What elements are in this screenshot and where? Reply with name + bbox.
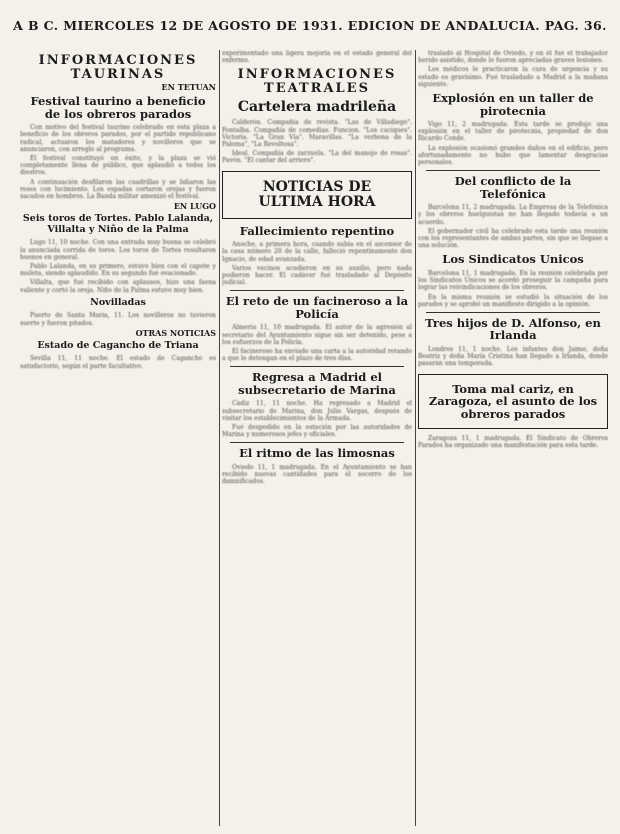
headline-tres-hijos: Tres hijos de D. Alfonso, en Irlanda [425,315,601,343]
section-title-taurinas: INFORMACIONES TAURINAS [38,53,198,82]
headline-cartelera: Cartelera madrileña [237,99,397,116]
article-body: Vigo 11, 2 madrugada. Esta tarde se produjo una explosión en el taller de pirotecnia, propiedad de don Ricardo Conde. La explosión ocasionó grandes daños en el edificio, pero afortunadamente no hubo que lamentar desgracias personales. [418,121,608,167]
article-body: Calderón. Compañía de revista. "Las de Villadiego". Fontalba. Compañía de comedias. Funcion. "Los caciques". Victoria. "La Gran Vía". Maravillas. "La verbena de la Paloma", "La Revoltosa". Ideal. Compañía de zarzuela. "La del manojo de rosas". Pavón. "El cantar del arriero". [222,119,412,165]
column-1 [20,50,216,830]
article-body: Anoche, a primera hora, cuando subía en el ascensor de la casa número 20 de la calle, falleció repentinamente don Ignacio, de edad avanzada. Varios vecinos acudieron en su auxilio, pero nada pudieron hacer. El cadáver fué trasladado al Depósito judicial. [222,241,412,287]
headline-noticias: NOTICIAS DE ULTIMA HORA [258,178,376,210]
location-otras-noticias: OTRAS NOTICIAS [135,327,216,338]
article-body: Cádiz 11, 11 noche. Ha regresado a Madrid el subsecretario de Marina, don Julio Vargas, después de visitar los establecimientos de la Armada. Fué despedido en la estación por las autoridades de Marina y numerosos jefes y oficiales. [222,400,412,439]
location-lugo: EN LUGO [173,201,216,212]
article-body: Lugo 11, 10 noche. Con una entrada muy buena se celebró la anunciada corrida de toros. Los toros de Tortes resultaron buenos en general. Pablo Lalanda, en su primero, estuvo bien con el capote y muleta, siendo aplaudido. En su segundo fué ovacionado. Villalta, que fué recibido con aplausos, hizo una faena valiente y cortó la oreja. Niño de la Palma estuvo muy bien. [20,239,216,294]
location-tetuan: EN TETUAN [161,82,216,92]
article-body: Barcelona 11, 2 madrugada. La Empresa de la Telefónica y los obreros huelguistas no han llegado todavía a un acuerdo. El gobernador civil ha celebrado esta tarde una reunión con los representantes de ambas partes, sin que se llegase a una solución. [418,204,608,250]
top-text: experimentado una ligera mejoría en el estado general del enfermo. [222,50,412,65]
headline-novilladas: Novilladas [90,296,146,308]
headline-explosion: Explosión en un taller de pirotecnia [432,91,594,118]
article-body: trasladó al Hospital de Oviedo, y en él fué el trabajador herido asistido, donde le fueron apreciadas graves lesiones. Los médicos le practicaron la cura de urgencia y su estado es gravísimo. Fué trasladado a Madrid a la mañana siguiente. [418,50,608,88]
page-header: A B C. MIERCOLES 12 DE AGOSTO DE 1931. EDICION DE ANDALUCIA. PAG. 36. [13,18,607,33]
divider [426,170,600,171]
article-body: Sevilla 11, 11 noche. El estado de Cagancho es satisfactorio, según el parte facultativo. [20,355,216,370]
headline-cagancho: Estado de Cagancho de Triana [37,339,199,351]
article-body: Oviedo 11, 1 madrugada. En el Ayuntamiento se han recibido nuevas cantidades para el socorro de los damnificados. [222,463,412,486]
divider [230,290,404,291]
headline-seis-toros: Seis toros de Tortes. Pablo Lalanda, Villalta y Niño de la Palma [22,213,214,235]
noticias-box [222,171,412,219]
article-body: Almería 11, 10 madrugada. El autor de la agresión al secretario del Ayuntamiento sigue sin ser detenido, pese a los esfuerzos de la Policía. El facineroso ha enviado una carta a la autoridad retando a que le detengan en el plazo de tres días. [222,324,412,363]
column-rule [415,50,416,826]
article-body: Barcelona 11, 1 madrugada. En la reunión celebrada por los Sindicatos Unicos se acordó proseguir la campaña para lograr las reivindicaciones de los obreros. En la misma reunión se estudió la situación de los parados y se aprobó un manifiesto dirigido a la opinión. [418,269,608,308]
column-2 [222,50,412,830]
divider [230,442,404,443]
headline-zaragoza: Toma mal cariz, en Zaragoza, el asunto de los obreros parados [428,381,598,421]
article-body: Con motivo del festival taurino celebrado en esta plaza a beneficio de los obreros parados, por el partido republicano radical, actuaron los matadores y novilleros que se anunciaron, con arreglo al programa. El festival constituyó un éxito, y la plaza se vió completamente llena de público, que aplaudió a todos los diestros. A continuación desfilaron las cuadrillas y se lidiaron las reses con lucimiento. Los espadas cortaron orejas y fueron sacados en hombros. La Banda militar amenizó el festival. [20,124,216,201]
headline-regresa: Regresa a Madrid el subsecretario de Marina [238,370,396,397]
article-body: Zaragoza 11, 1 madrugada. El Sindicato de Obreros Parados ha organizado una manifestación para esta tarde. [418,435,608,450]
divider [426,312,600,313]
headline-festival: Festival taurino a beneficio de los obreros parados [30,94,206,121]
column-rule [219,50,220,826]
article-body: Londres 11, 1 noche. Los infantes don Jaime, doña Beatriz y doña María Cristina han llegado a Irlanda, donde pasarán una temporada. [418,345,608,368]
headline-fallecimiento: Fallecimiento repentino [239,223,395,238]
divider [230,366,404,367]
article-body: Puerto de Santa María, 11. Los novilleros no tuvieron suerte y fueron pitados. [20,312,216,327]
headline-box [418,374,608,430]
headline-reto: El reto de un facineroso a la Policía [225,294,409,321]
headline-limosnas: El ritmo de las limosnas [239,446,395,461]
section-title-teatrales: INFORMACIONES TEATRALES [237,67,397,97]
headline-sindicatos: Los Sindicatos Unicos [442,252,584,267]
headline-telefonica: Del conflicto de la Telefónica [454,174,572,201]
column-3 [418,50,608,830]
